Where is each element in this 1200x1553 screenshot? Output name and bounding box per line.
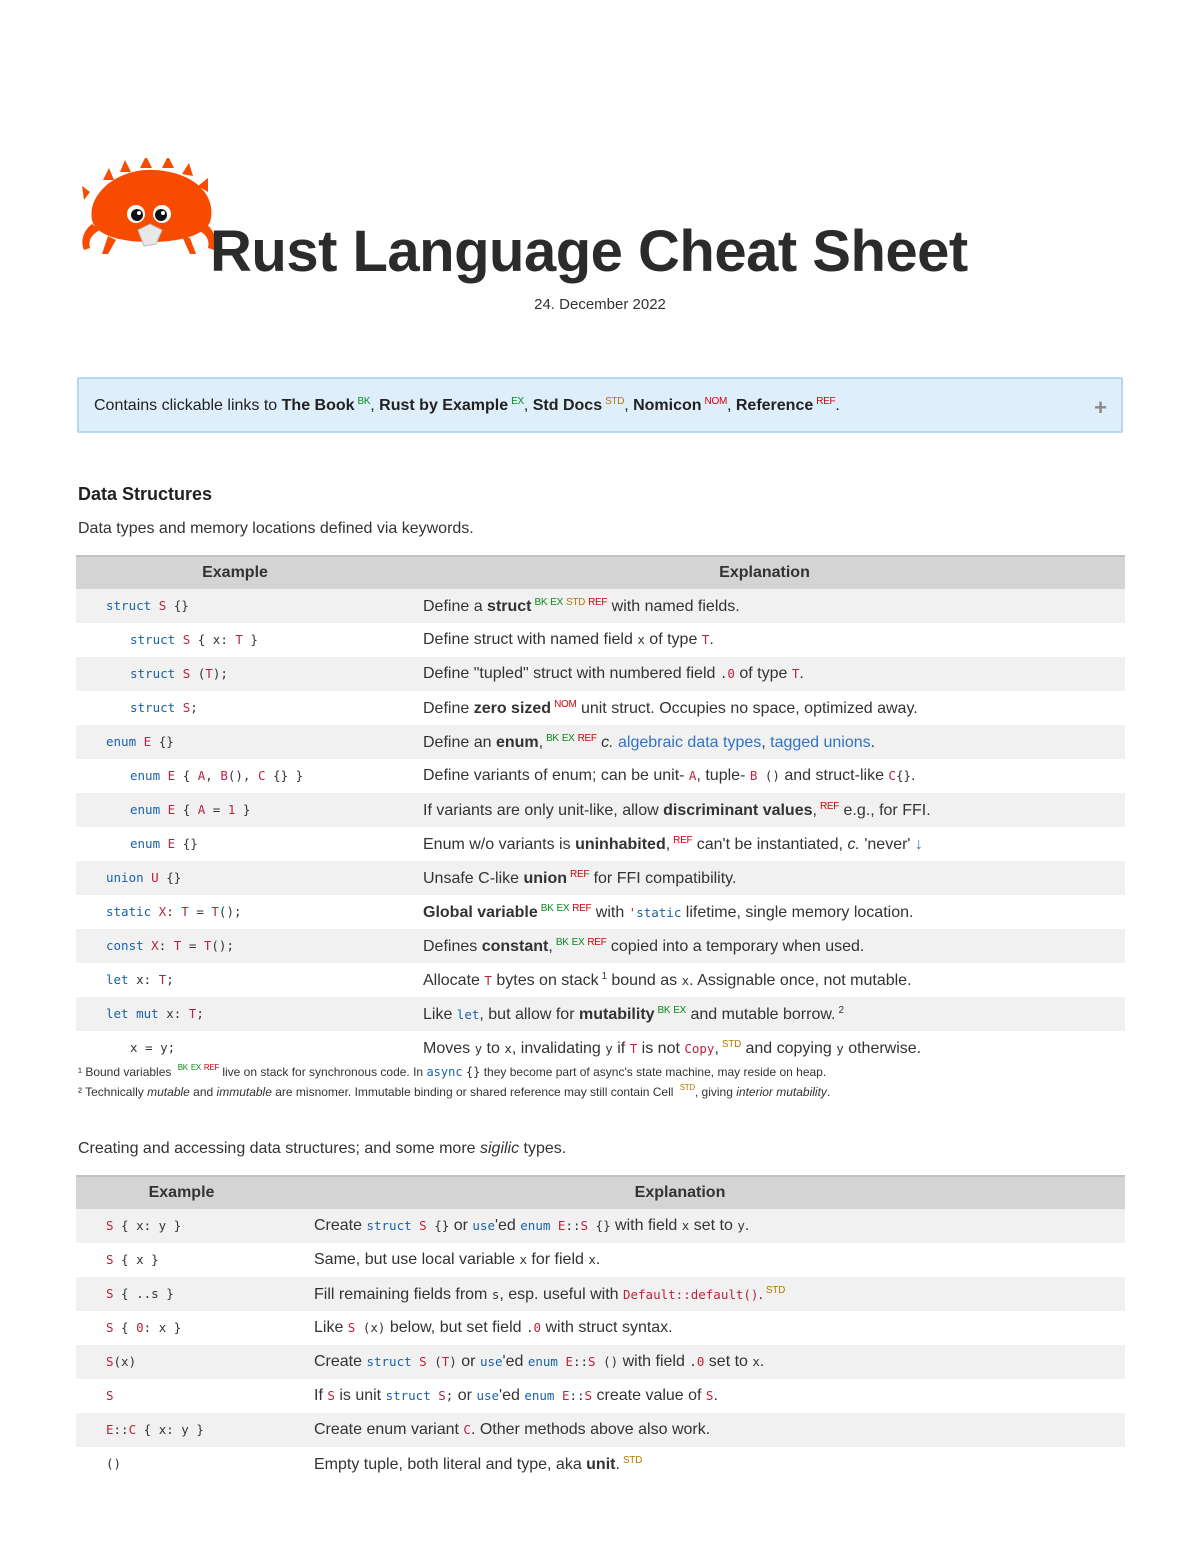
- section-intro-2: Creating and accessing data structures; and some more sigilic types.: [78, 1140, 567, 1157]
- table-row: [76, 1311, 1125, 1345]
- table-row: [76, 1031, 1125, 1065]
- notice-prefix: Contains clickable links to: [94, 397, 282, 414]
- tag-ref: REF: [816, 396, 836, 407]
- table-row: [76, 997, 1125, 1031]
- code-cell: let x: T;: [106, 972, 174, 987]
- table-row: [76, 1413, 1125, 1447]
- tag-nom: NOM: [704, 396, 727, 407]
- explanation-cell: Define struct with named field x of type T.: [423, 631, 714, 648]
- code-cell: const X: T = T();: [76, 929, 423, 963]
- column-header: Explanation: [314, 1176, 1125, 1209]
- explanation-cell: Like S ​(x) below, but set field .0 with struct syntax.: [314, 1319, 673, 1336]
- code-cell: enum E {}: [130, 836, 198, 851]
- column-header: Example: [76, 556, 423, 589]
- notice-text: Contains clickable links to The Book $^{BK}$, Rust by Example $^{EX}$, Std Docs $^{STD}$, Nomicon $^{NOM}$, Reference $^{REF}$.: [94, 396, 840, 414]
- tag-std: STD: [605, 396, 625, 407]
- code-cell: enum E { A = 1 }: [76, 793, 423, 827]
- table-row: [76, 725, 1125, 759]
- page-date: 24. December 2022: [534, 296, 666, 313]
- explanation-cell: Defines constant, $^{BK}$ $^{EX}$ $^{REF}$ copied into a temporary when used.: [423, 929, 1125, 963]
- tag-ex: EX: [511, 396, 524, 407]
- explanation-cell: Allocate T bytes on stack $^1$ bound as x. Assignable once, not mutable.: [423, 970, 912, 989]
- code-cell: enum E { A, B​(), C {} }: [130, 768, 304, 783]
- down-arrow-icon[interactable]: ↓: [914, 835, 923, 853]
- explanation-cell: Create struct S ​(T) or use'ed enum E::S ​() with field .0 set to x.: [314, 1345, 1125, 1379]
- code-cell: S​(x): [76, 1345, 314, 1379]
- code-cell: E::C { x: y }: [76, 1413, 314, 1447]
- explanation-cell: Like let, but allow for mutability $^{BK}$ $^{EX}$ and mutable borrow. $^2$: [423, 997, 1125, 1031]
- code-cell: (): [106, 1456, 122, 1471]
- link-the-book[interactable]: The Book: [281, 397, 355, 414]
- table-row: [76, 929, 1125, 963]
- code-cell: static X: T = T();: [106, 904, 242, 919]
- footnote-1: ¹ Bound variables $^{BK}$ $^{EX}$ $^{REF}$ live on stack for synchronous code. In async {} they become part of async's state machine, may reside on heap.: [78, 1063, 827, 1079]
- explanation-cell: Unsafe C-like union $^{REF}$ for FFI compatibility.: [423, 861, 1125, 895]
- code-cell: struct S { x: T }: [130, 632, 258, 647]
- table-row: [76, 827, 1125, 861]
- explanation-cell: Define zero sized $^{NOM}$ unit struct. Occupies no space, optimized away.: [423, 698, 918, 717]
- table-row: [76, 963, 1125, 997]
- table-row: [76, 1447, 1125, 1481]
- ferris-crab-logo: [78, 158, 220, 258]
- table-row: [76, 793, 1125, 827]
- explanation-cell: If variants are only unit-like, allow discriminant values, $^{REF}$ e.g., for FFI.: [423, 793, 1125, 827]
- tag-bk: BK: [357, 396, 371, 407]
- code-cell: struct S;: [130, 700, 198, 715]
- expand-plus-icon[interactable]: +: [1094, 395, 1107, 420]
- link-algebraic-data-types[interactable]: algebraic data types: [618, 733, 762, 751]
- explanation-cell: Global variable $^{BK}$ $^{EX}$ $^{REF}$ with 'static lifetime, single memory location.: [423, 902, 914, 921]
- table-row: [76, 1209, 1125, 1243]
- footnote-2: ² Technically mutable and immutable are misnomer. Immutable binding or shared reference may still contain Cell $^{STD}$, giving interior mutability.: [78, 1083, 831, 1099]
- explanation-cell: Create struct S {} or use'ed enum E::S {} with field x set to y.: [314, 1209, 1125, 1243]
- explanation-cell: Define a struct $^{BK}$ $^{EX}$ $^{STD}$ $^{REF}$ with named fields.: [423, 589, 1125, 623]
- table-header-row: [76, 556, 1125, 589]
- table-row: [76, 1277, 1125, 1311]
- code-cell: S: [106, 1388, 114, 1403]
- explanation-cell: Create enum variant C. Other methods above also work.: [314, 1413, 1125, 1447]
- link-rust-by-example[interactable]: Rust by Example: [379, 397, 509, 414]
- code-cell: struct S {}: [76, 589, 423, 623]
- table-row: [76, 1345, 1125, 1379]
- page-title: Rust Language Cheat Sheet: [210, 219, 968, 284]
- table-row: [76, 589, 1125, 623]
- table-row: [76, 623, 1125, 657]
- explanation-cell: Empty tuple, both literal and type, aka unit. $^{STD}$: [314, 1454, 643, 1473]
- link-reference[interactable]: Reference: [735, 397, 814, 414]
- explanation-cell: Define variants of enum; can be unit- A, tuple- B ​() and struct-like C{}.: [423, 767, 916, 784]
- table-row: [76, 1243, 1125, 1277]
- link-nomicon[interactable]: Nomicon: [633, 397, 702, 414]
- table-row: [76, 691, 1125, 725]
- code-cell: S { 0: x }: [106, 1320, 182, 1335]
- code-cell: let mut x: T;: [76, 997, 423, 1031]
- table-row: [76, 1379, 1125, 1413]
- section-intro: Data types and memory locations defined via keywords.: [78, 520, 474, 537]
- links-notice-box[interactable]: [77, 377, 1123, 433]
- explanation-cell: Enum w/o variants is uninhabited, $^{REF}$ can't be instantiated, c. 'never' ↓: [423, 834, 923, 853]
- explanation-cell: Same, but use local variable x for field x.: [314, 1251, 601, 1268]
- table-header-row: [76, 1176, 1125, 1209]
- explanation-cell: Define "tupled" struct with numbered field .0 of type T.: [423, 657, 1125, 691]
- column-header: Example: [76, 1176, 314, 1209]
- column-header: Explanation: [423, 556, 1125, 589]
- table-row: [76, 657, 1125, 691]
- code-cell: enum E {}: [76, 725, 423, 759]
- table-row: [76, 759, 1125, 793]
- explanation-cell: Define an enum, $^{BK}$ $^{EX}$ $^{REF}$ c. algebraic data types, tagged unions.: [423, 725, 1125, 759]
- link-tagged-unions[interactable]: tagged unions: [770, 733, 871, 751]
- code-cell: S { x }: [106, 1252, 159, 1267]
- data-structures-table: [76, 555, 1125, 1065]
- link-std-docs[interactable]: Std Docs: [532, 397, 603, 414]
- code-cell: struct S ​(T);: [76, 657, 423, 691]
- explanation-cell: Fill remaining fields from s, esp. useful with Default::default(). $^{STD}$: [314, 1277, 1125, 1311]
- explanation-cell: If S is unit struct S; or use'ed enum E::S create value of S.: [314, 1387, 718, 1404]
- creating-structures-table: [76, 1175, 1125, 1481]
- code-cell: S { ..s }: [76, 1277, 314, 1311]
- section-title: Data Structures: [78, 484, 213, 504]
- code-cell: S { x: y }: [76, 1209, 314, 1243]
- table-row: [76, 895, 1125, 929]
- table-row: [76, 861, 1125, 895]
- code-cell: x = y;: [130, 1040, 176, 1055]
- explanation-cell: Moves y to x, invalidating y if T is not Copy, $^{STD}$ and copying y otherwise.: [423, 1038, 922, 1057]
- code-cell: union U {}: [76, 861, 423, 895]
